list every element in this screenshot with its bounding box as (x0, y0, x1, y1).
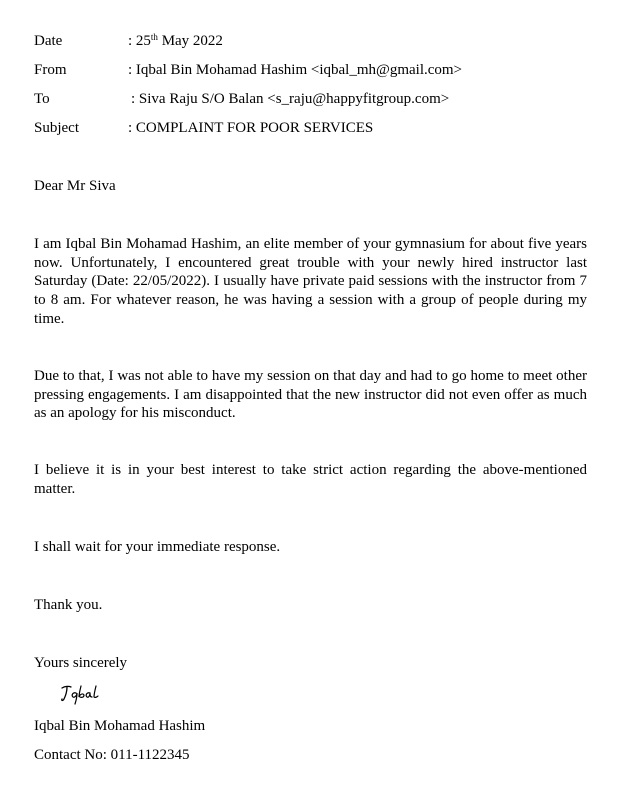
sign-off: Yours sincerely (34, 655, 128, 671)
from-value: : Iqbal Bin Mohamad Hashim <iqbal_mh@gmail.com> (128, 62, 463, 78)
contact-number: Contact No: 011-1122345 (34, 747, 190, 763)
thank-you: Thank you. (34, 597, 103, 613)
paragraph-2: Due to that, I was not able to have my session on that day and had to go home to meet other pressing engagements. I am disappointed that the new instructor did not even offer as much as an apology for his misconduct. (34, 368, 587, 422)
subject-value: : COMPLAINT FOR POOR SERVICES (128, 120, 374, 136)
to-label: To (34, 91, 50, 107)
date-colon: : (128, 33, 136, 49)
to-row (34, 89, 534, 109)
paragraph-4: I shall wait for your immediate response. (34, 539, 281, 555)
salutation: Dear Mr Siva (34, 178, 116, 194)
handwritten-signature (60, 682, 104, 706)
to-value: : Siva Raju S/O Balan <s_raju@happyfitgroup.com> (131, 91, 450, 107)
paragraph-1: I am Iqbal Bin Mohamad Hashim, an elite member of your gymnasium for about five years now. Unfortunately, I encountered great trouble with your newly hired instructor last Saturday (Date: 22/05/2022). I usually have private paid sessions with the instructor from 7 to 8 am. For whatever reason, he was having a session with a group of people during my time. (34, 236, 587, 327)
from-label: From (34, 62, 67, 78)
date-suffix: th (150, 32, 158, 42)
subject-label: Subject (34, 120, 79, 136)
date-rest: May 2022 (157, 33, 223, 49)
from-row (34, 60, 534, 80)
date-day: 25 (135, 33, 151, 49)
sender-name: Iqbal Bin Mohamad Hashim (34, 718, 206, 734)
date-row (34, 31, 434, 51)
paragraph-3: I believe it is in your best interest to take strict action regarding the above-mentioned matter. (34, 462, 587, 497)
date-label: Date (34, 33, 63, 49)
date-value (128, 31, 223, 51)
subject-row (34, 118, 534, 138)
